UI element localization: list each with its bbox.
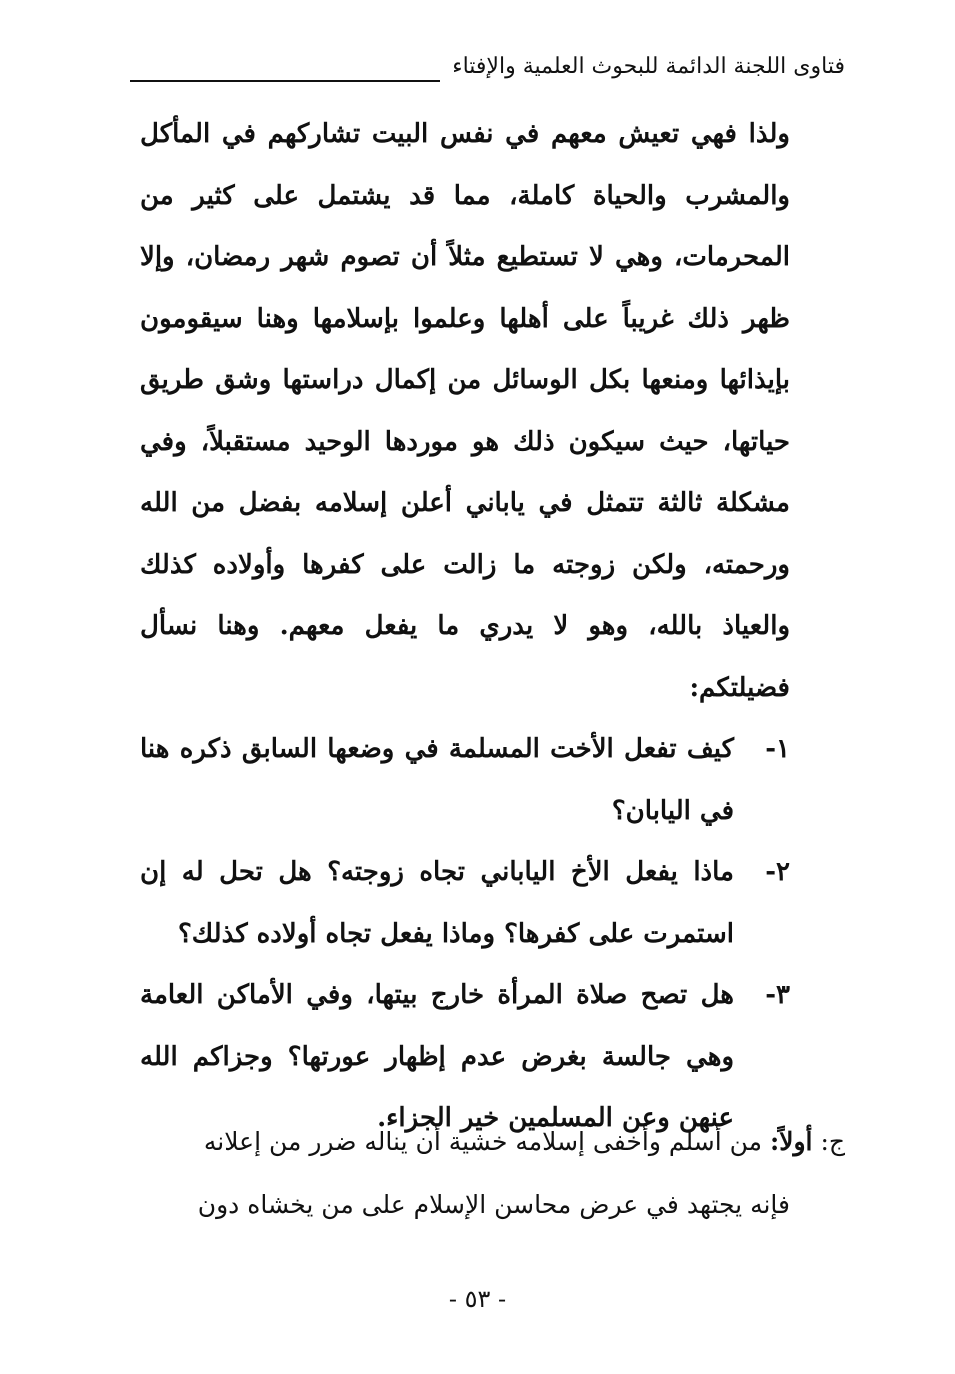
question-text: هل تصح صلاة المرأة خارج بيتها، وفي الأماكن العامة وهي جالسة بغرض عدم إظهار عورتها؟ وجزاكم الله عنهن وعن المسلمين خير الجزاء.	[140, 980, 734, 1133]
answer-text: من أسلم وأخفى إسلامه خشية أن يناله ضرر من إعلانه	[203, 1127, 763, 1156]
question-number: ١-	[765, 734, 790, 764]
question-number: ٣-	[765, 980, 790, 1010]
answer-section	[135, 1110, 845, 1236]
answer-continuation: فإنه يجتهد في عرض محاسن الإسلام على من يخشاه دون	[197, 1190, 790, 1219]
answer-label: ج:	[820, 1127, 845, 1156]
question-item-2	[140, 842, 790, 965]
running-header	[130, 50, 845, 90]
page-number: - ٥٣ -	[448, 1285, 507, 1313]
question-list	[140, 719, 790, 1150]
header-title: فتاوى اللجنة الدائمة للبحوث العلمية والإفتاء	[452, 54, 845, 79]
question-section	[140, 104, 790, 1150]
answer-lead: أولاً:	[769, 1127, 813, 1156]
question-text: كيف تفعل الأخت المسلمة في وضعها السابق ذكره هنا في اليابان؟	[140, 734, 734, 826]
header-rule	[130, 80, 440, 82]
answer-first-line	[135, 1110, 845, 1173]
question-number: ٢-	[765, 857, 790, 887]
question-item-1	[140, 719, 790, 842]
question-text: ماذا يفعل الأخ الياباني تجاه زوجته؟ هل تحل له إن استمرت على كفرها؟ وماذا يفعل تجاه أولاده كذلك؟	[140, 857, 734, 949]
question-body-paragraph: ولذا فهي تعيش معهم في نفس البيت تشاركهم في المأكل والمشرب والحياة كاملة، مما قد يشتمل على كثير من المحرمات، وهي لا تستطيع مثلاً أن تصوم شهر رمضان، وإلا ظهر ذلك غريباً على أهلها وعلموا بإسلامها وهنا سيقومون بإيذائها ومنعها بكل الوسائل من إكمال دراستها وشق طريق حياتها، حيث سيكون ذلك هو موردها الوحيد مستقبلاً، وفي مشكلة ثالثة تتمثل في ياباني أعلن إسلامه بفضل من الله ورحمته، ولكن زوجته ما زالت على كفرها وأولاده كذلك والعياذ بالله، وهو لا يدري ما يفعل معهم. وهنا نسأل فضيلتكم:	[140, 119, 790, 703]
